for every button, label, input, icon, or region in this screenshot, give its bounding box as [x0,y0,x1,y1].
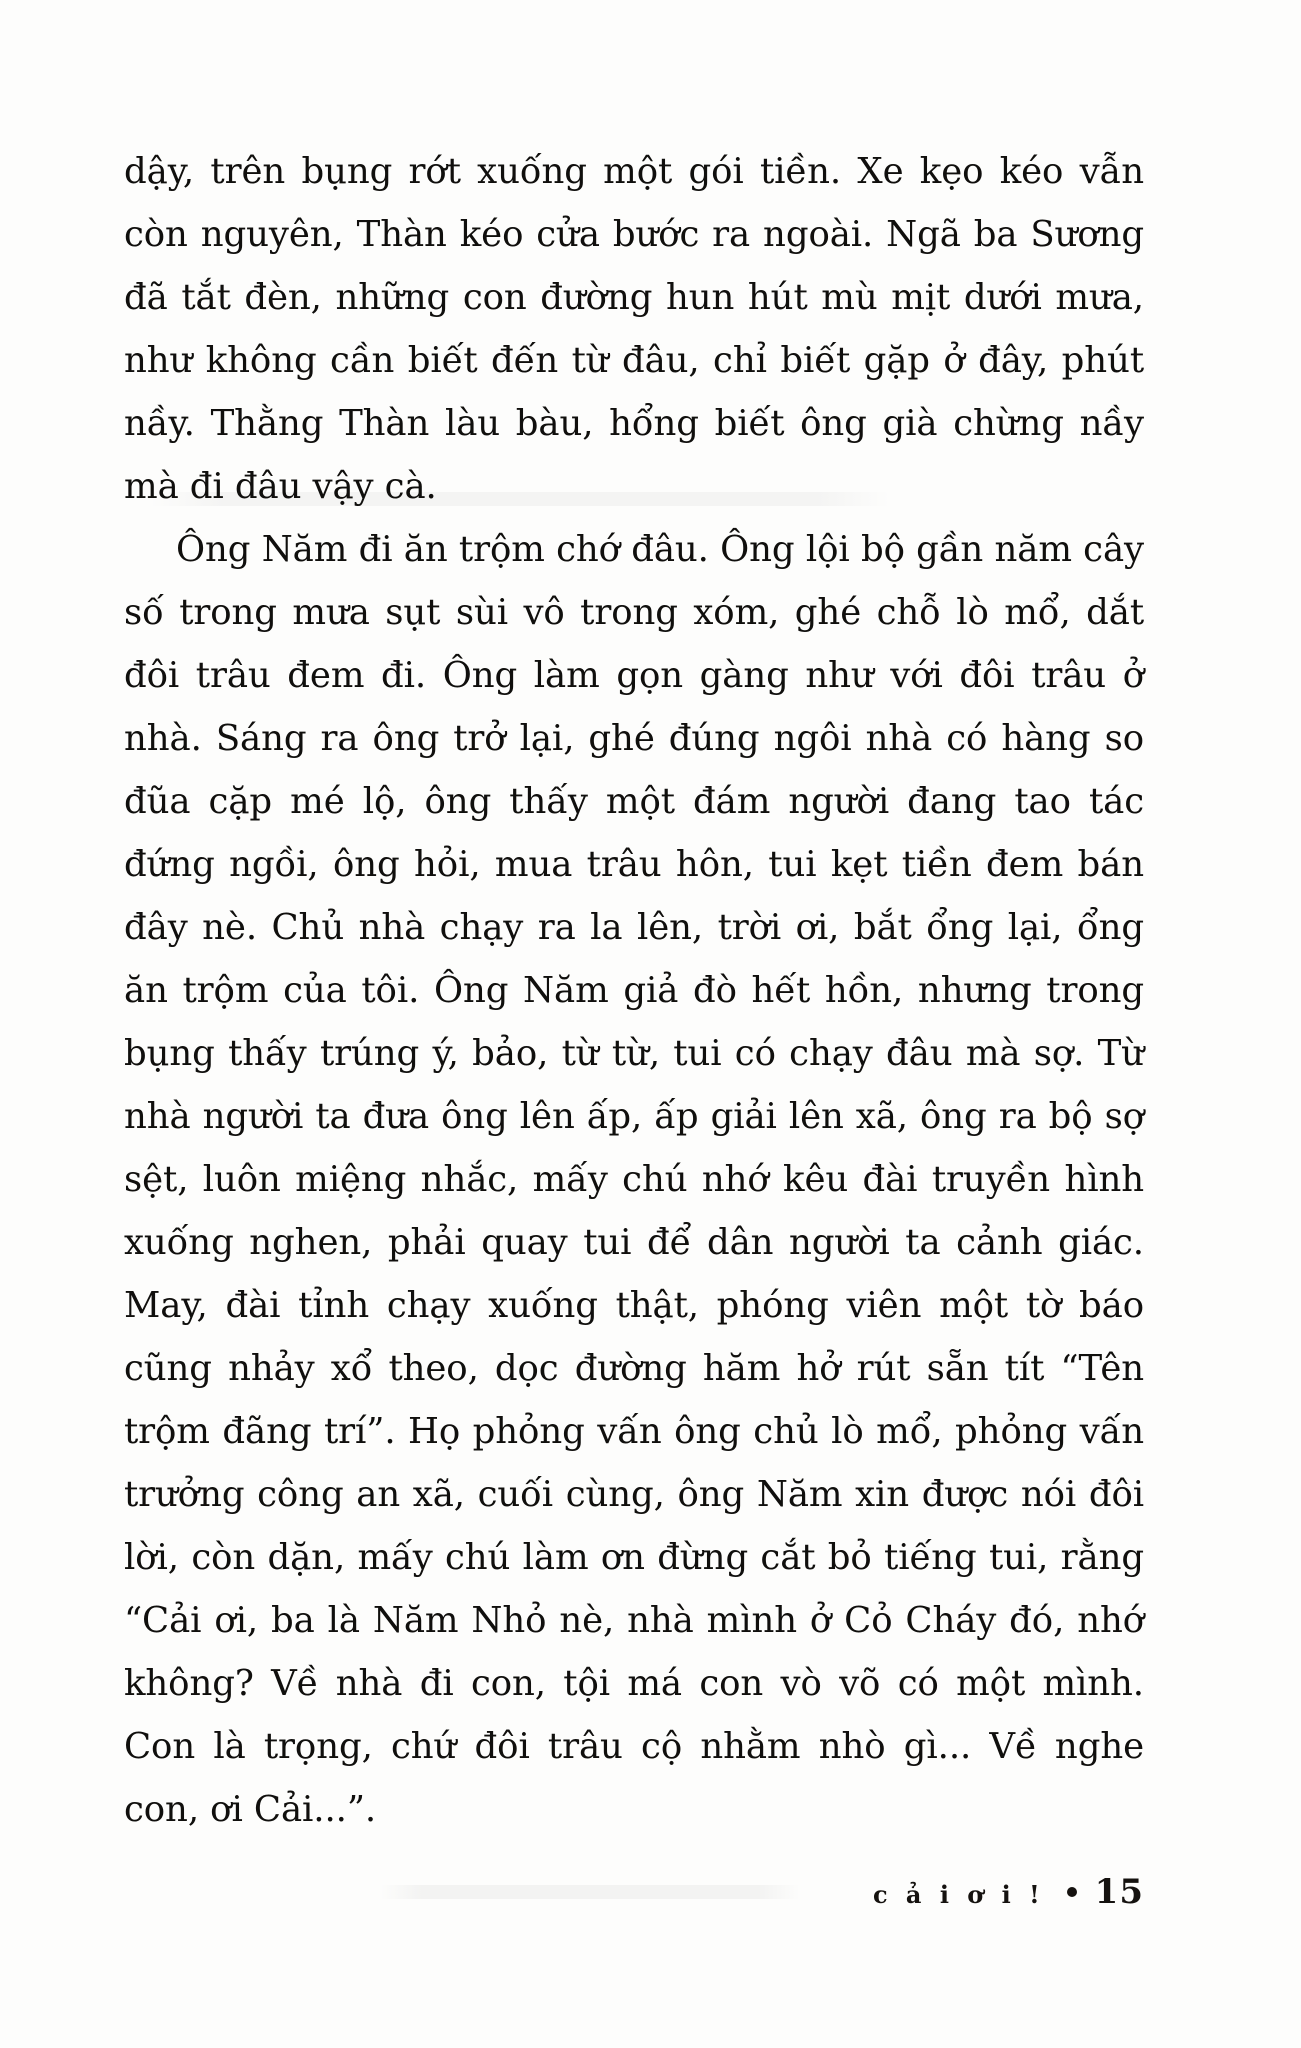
page-footer [124,1872,1144,1912]
paragraph-1: dậy, trên bụng rớt xuống một gói tiền. Xe kẹo kéo vẫn còn nguyên, Thàn kéo cửa bước ra ngoài. Ngã ba Sương đã tắt đèn, những con đường hun hút mù mịt dưới mưa, như không cần biết đến từ đâu, chỉ biết gặp ở đây, phút nầy. Thằng Thàn làu bàu, hổng biết ông già chừng nầy mà đi đâu vậy cà. [124,151,1144,507]
footer-book-title: c ả i ơ i ! [872,1880,1045,1909]
paragraph-2: Ông Năm đi ăn trộm chớ đâu. Ông lội bộ gần năm cây số trong mưa sụt sùi vô trong xóm, ghé chỗ lò mổ, dắt đôi trâu đem đi. Ông làm gọn gàng như với đôi trâu ở nhà. Sáng ra ông trở lại, ghé đúng ngôi nhà có hàng so đũa cặp mé lộ, ông thấy một đám người đang tao tác đứng ngồi, ông hỏi, mua trâu hôn, tui kẹt tiền đem bán đây nè. Chủ nhà chạy ra la lên, trời ơi, bắt ổng lại, ổng ăn trộm của tôi. Ông Năm giả đò hết hồn, nhưng trong bụng thấy trúng ý, bảo, từ từ, tui có chạy đâu mà sợ. Từ nhà người ta đưa ông lên ấp, ấp giải lên xã, ông ra bộ sợ sệt, luôn miệng nhắc, mấy chú nhớ kêu đài truyền hình xuống nghen, phải quay tui để dân người ta cảnh giác. May, đài tỉnh chạy xuống thật, phóng viên một tờ báo cũng nhảy xổ theo, dọc đường hăm hở rút sẵn tít “Tên trộm đãng trí”. Họ phỏng vấn ông chủ lò mổ, phỏng vấn trưởng công an xã, cuối cùng, ông Năm xin được nói đôi lời, còn dặn, mấy chú làm ơn đừng cắt bỏ tiếng tui, rằng “Cải ơi, ba là Năm Nhỏ nè, nhà mình ở Cỏ Cháy đó, nhớ không? Về nhà đi con, tội má con vò võ có một mình. Con là trọng, chứ đôi trâu cộ nhằm nhò gì... Về nghe con, ơi Cải...”. [124,529,1144,1830]
body-text [124,140,1144,1841]
footer-separator-dot [1067,1887,1077,1897]
page-number: 15 [1094,1872,1144,1912]
